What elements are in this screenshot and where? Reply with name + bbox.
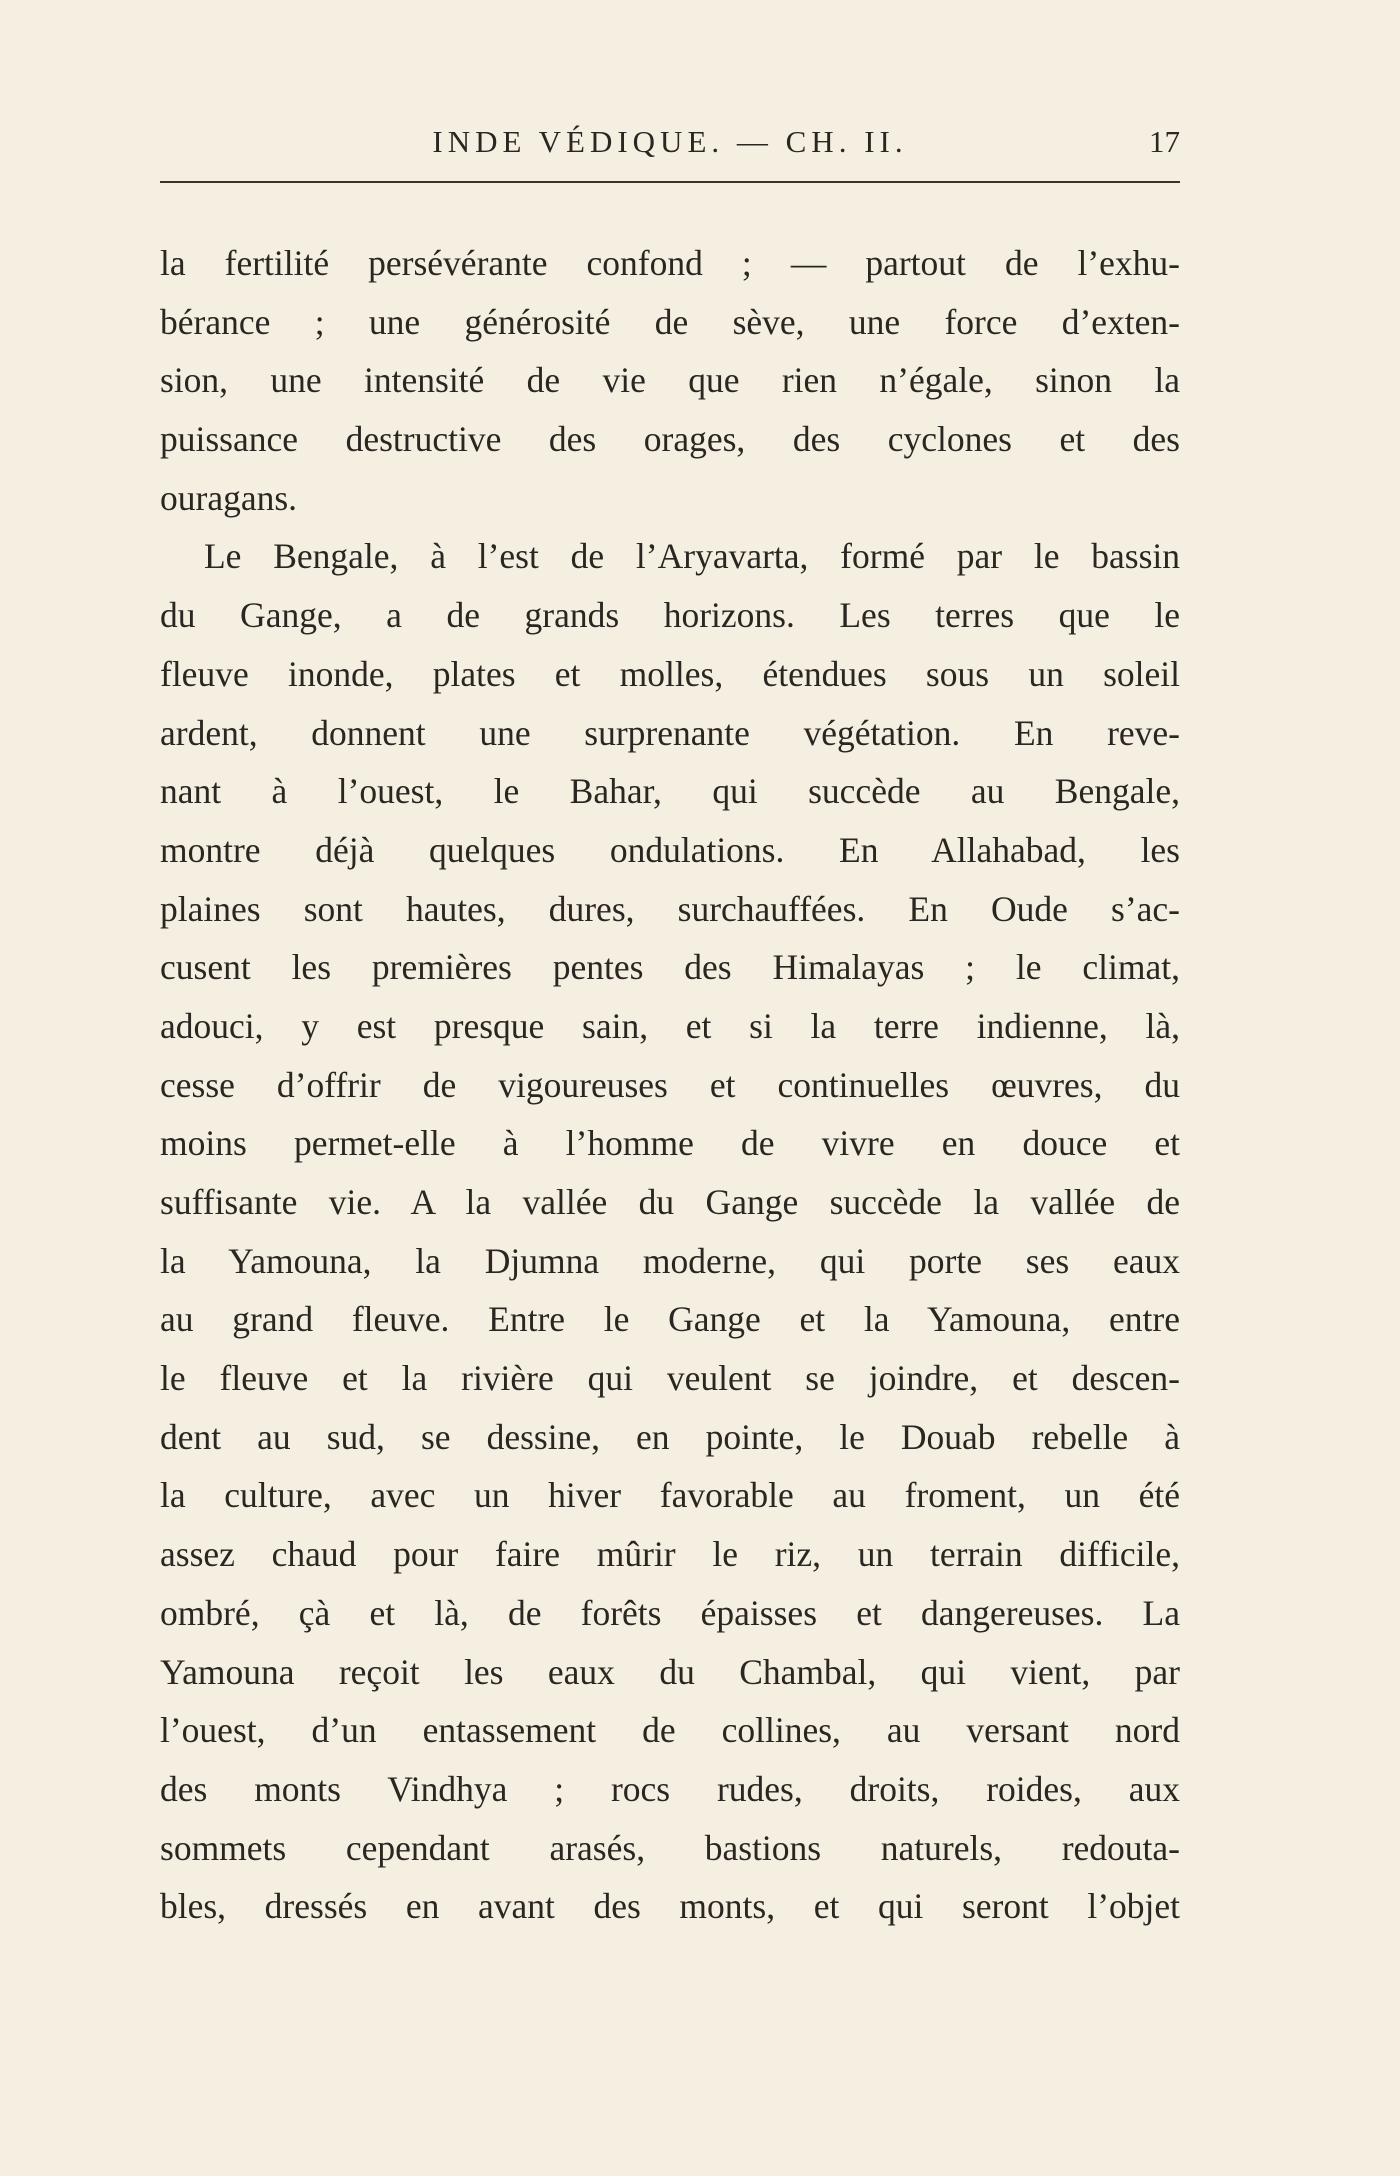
text-line: au grand fleuve. Entre le Gange et la Yamouna, entre bbox=[160, 1299, 1180, 1340]
running-title: INDE VÉDIQUE. — CH. II. bbox=[432, 124, 908, 159]
text-line: la Yamouna, la Djumna moderne, qui porte ses eaux bbox=[160, 1240, 1180, 1281]
text-line: cesse d’offrir de vigoureuses et continuelles œuvres, du bbox=[160, 1064, 1180, 1105]
text-line: puissance destructive des orages, des cyclones et des bbox=[160, 419, 1180, 460]
text-line: assez chaud pour faire mûrir le riz, un terrain difficile, bbox=[160, 1534, 1180, 1575]
text-line: bérance ; une générosité de sève, une force d’exten- bbox=[160, 301, 1180, 342]
text-line: suffisante vie. A la vallée du Gange succède la vallée de bbox=[160, 1182, 1180, 1222]
text-line: ouragans. bbox=[160, 477, 298, 518]
text-line: sommets cependant arasés, bastions naturels, redouta- bbox=[160, 1827, 1180, 1868]
body-text bbox=[160, 234, 1180, 1936]
text-line: Yamouna reçoit les eaux du Chambal, qui vient, par bbox=[160, 1651, 1180, 1692]
text-line: plaines sont hautes, dures, surchauffées. En Oude s’ac- bbox=[160, 888, 1180, 929]
text-line: bles, dressés en avant des monts, et qui seront l’objet bbox=[160, 1886, 1180, 1927]
text-line: le fleuve et la rivière qui veulent se joindre, et descen- bbox=[160, 1358, 1180, 1399]
text-line: Le Bengale, à l’est de l’Aryavarta, formé par le bassin bbox=[204, 536, 1180, 577]
text-line: des monts Vindhya ; rocs rudes, droits, roides, aux bbox=[160, 1768, 1180, 1809]
text-line: dent au sud, se dessine, en pointe, le Douab rebelle à bbox=[160, 1416, 1180, 1457]
text-line: du Gange, a de grands horizons. Les terres que le bbox=[160, 595, 1180, 636]
text-line: sion, une intensité de vie que rien n’égale, sinon la bbox=[160, 360, 1180, 401]
text-line: ombré, çà et là, de forêts épaisses et dangereuses. La bbox=[160, 1592, 1180, 1633]
text-line: moins permet-elle à l’homme de vivre en douce et bbox=[160, 1123, 1180, 1164]
text-line: montre déjà quelques ondulations. En Allahabad, les bbox=[160, 829, 1180, 870]
page-number: 17 bbox=[1149, 124, 1180, 159]
header-rule bbox=[160, 181, 1180, 183]
text-line: la fertilité persévérante confond ; — partout de l’exhu- bbox=[160, 243, 1180, 283]
text-line: adouci, y est presque sain, et si la terre indienne, là, bbox=[160, 1005, 1180, 1046]
text-line: cusent les premières pentes des Himalayas ; le climat, bbox=[160, 947, 1180, 988]
text-line: fleuve inonde, plates et molles, étendues sous un soleil bbox=[160, 653, 1180, 694]
text-line: nant à l’ouest, le Bahar, qui succède au Bengale, bbox=[160, 771, 1180, 812]
text-line: l’ouest, d’un entassement de collines, au versant nord bbox=[160, 1710, 1180, 1751]
text-line: ardent, donnent une surprenante végétation. En reve- bbox=[160, 712, 1180, 753]
running-head bbox=[160, 122, 1180, 172]
text-line: la culture, avec un hiver favorable au froment, un été bbox=[160, 1475, 1180, 1516]
